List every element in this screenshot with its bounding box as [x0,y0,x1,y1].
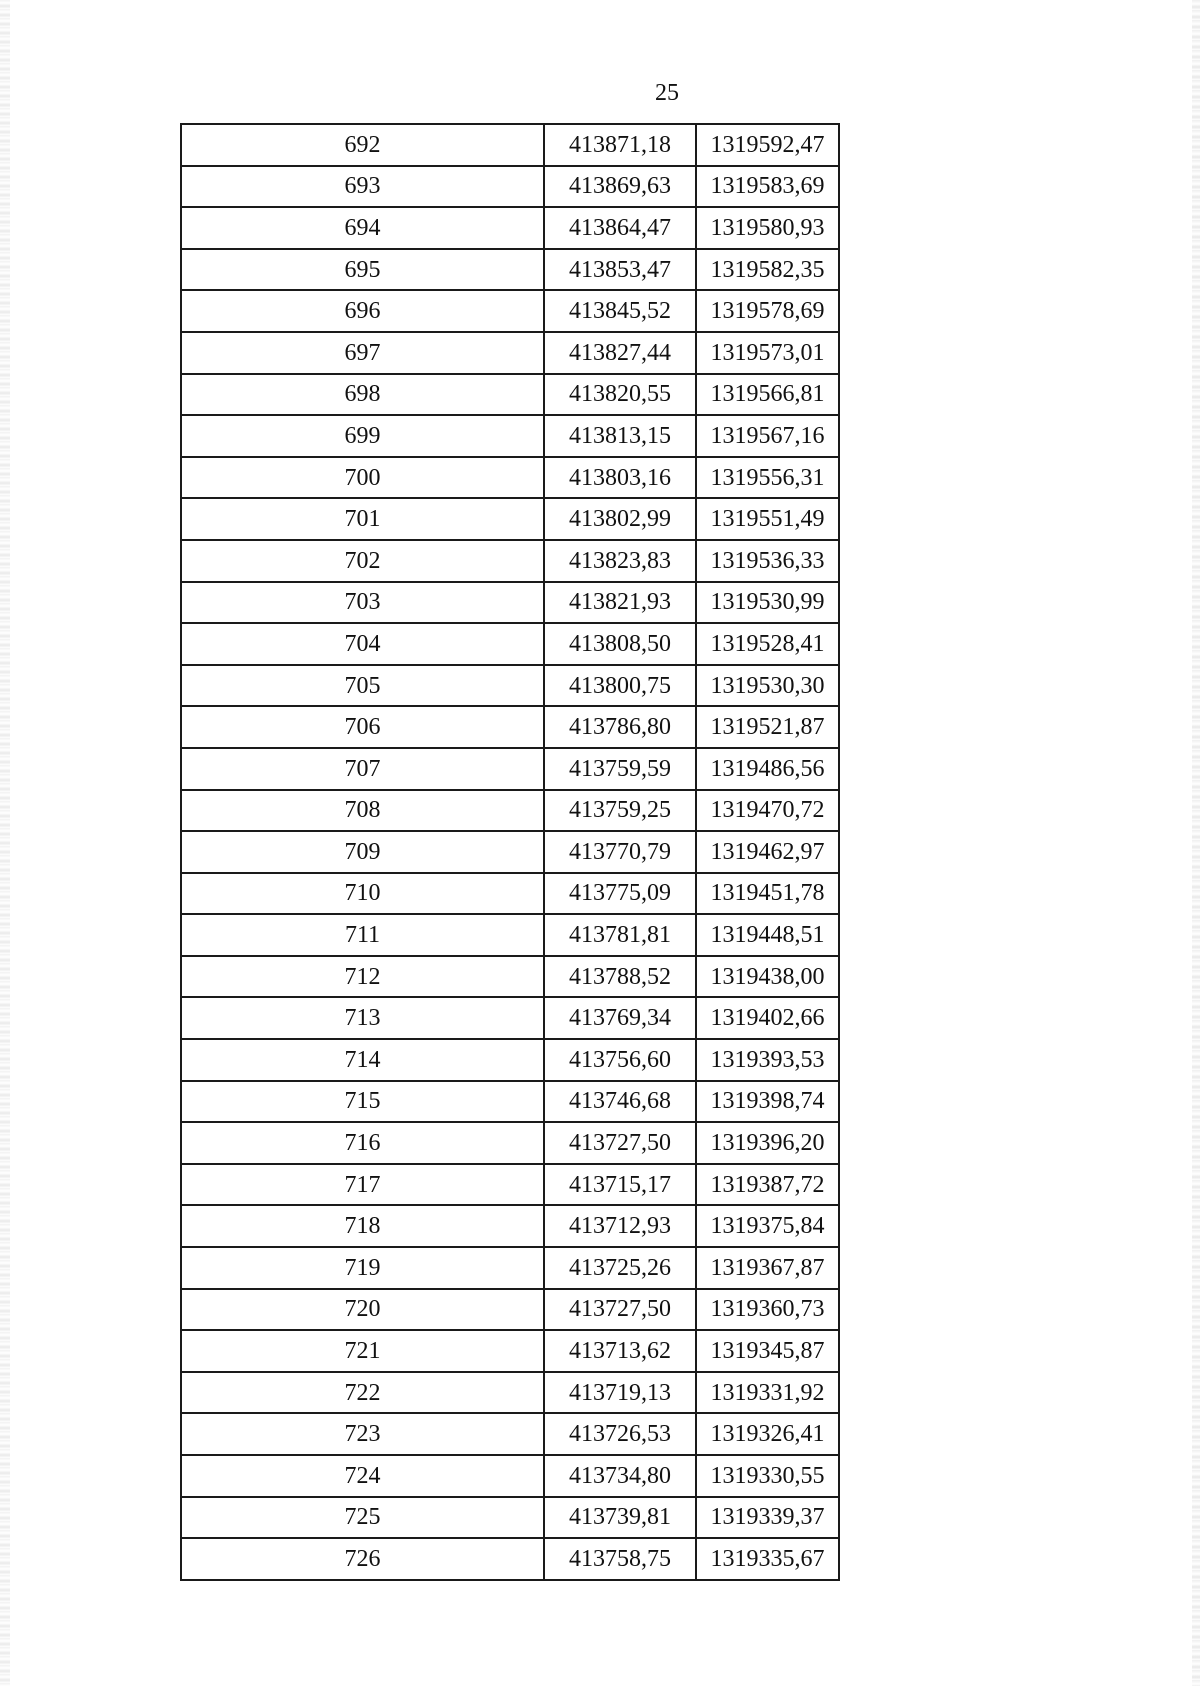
point-number-cell: 723 [181,1413,544,1455]
table-row [181,1205,839,1247]
point-number-cell: 714 [181,1039,544,1081]
x-coordinate-cell: 413727,50 [544,1289,696,1331]
table-row [181,582,839,624]
y-coordinate-cell: 1319521,87 [696,706,839,748]
point-number-cell: 701 [181,498,544,540]
table-row [181,249,839,291]
table-row [181,1039,839,1081]
point-number-cell: 704 [181,623,544,665]
point-number-cell: 717 [181,1164,544,1206]
y-coordinate-cell: 1319580,93 [696,207,839,249]
x-coordinate-cell: 413800,75 [544,665,696,707]
x-coordinate-cell: 413756,60 [544,1039,696,1081]
table-row [181,1455,839,1497]
y-coordinate-cell: 1319530,30 [696,665,839,707]
x-coordinate-cell: 413713,62 [544,1330,696,1372]
table-row [181,415,839,457]
table-row [181,623,839,665]
table-row [181,457,839,499]
x-coordinate-cell: 413803,16 [544,457,696,499]
x-coordinate-cell: 413746,68 [544,1081,696,1123]
point-number-cell: 706 [181,706,544,748]
point-number-cell: 707 [181,748,544,790]
table-row [181,956,839,998]
point-number-cell: 702 [181,540,544,582]
x-coordinate-cell: 413820,55 [544,374,696,416]
point-number-cell: 692 [181,124,544,166]
x-coordinate-cell: 413864,47 [544,207,696,249]
point-number-cell: 718 [181,1205,544,1247]
x-coordinate-cell: 413726,53 [544,1413,696,1455]
x-coordinate-cell: 413823,83 [544,540,696,582]
x-coordinate-cell: 413759,25 [544,790,696,832]
y-coordinate-cell: 1319331,92 [696,1372,839,1414]
y-coordinate-cell: 1319387,72 [696,1164,839,1206]
y-coordinate-cell: 1319578,69 [696,290,839,332]
x-coordinate-cell: 413734,80 [544,1455,696,1497]
x-coordinate-cell: 413775,09 [544,873,696,915]
table-row [181,790,839,832]
table-row [181,748,839,790]
point-number-cell: 699 [181,415,544,457]
y-coordinate-cell: 1319402,66 [696,997,839,1039]
table-row [181,1164,839,1206]
x-coordinate-cell: 413758,75 [544,1538,696,1580]
y-coordinate-cell: 1319556,31 [696,457,839,499]
x-coordinate-cell: 413813,15 [544,415,696,457]
table-row [181,997,839,1039]
x-coordinate-cell: 413869,63 [544,166,696,208]
x-coordinate-cell: 413715,17 [544,1164,696,1206]
table-row [181,1413,839,1455]
point-number-cell: 715 [181,1081,544,1123]
point-number-cell: 710 [181,873,544,915]
scan-edge-left [0,0,10,1686]
y-coordinate-cell: 1319451,78 [696,873,839,915]
table-row [181,1330,839,1372]
table-row [181,1497,839,1539]
y-coordinate-cell: 1319486,56 [696,748,839,790]
y-coordinate-cell: 1319573,01 [696,332,839,374]
y-coordinate-cell: 1319396,20 [696,1122,839,1164]
point-number-cell: 712 [181,956,544,998]
point-number-cell: 698 [181,374,544,416]
table-row [181,1289,839,1331]
y-coordinate-cell: 1319567,16 [696,415,839,457]
y-coordinate-cell: 1319582,35 [696,249,839,291]
point-number-cell: 708 [181,790,544,832]
x-coordinate-cell: 413719,13 [544,1372,696,1414]
point-number-cell: 726 [181,1538,544,1580]
point-number-cell: 693 [181,166,544,208]
table-row [181,290,839,332]
y-coordinate-cell: 1319330,55 [696,1455,839,1497]
point-number-cell: 695 [181,249,544,291]
y-coordinate-cell: 1319551,49 [696,498,839,540]
y-coordinate-cell: 1319462,97 [696,831,839,873]
x-coordinate-cell: 413821,93 [544,582,696,624]
table-row [181,332,839,374]
x-coordinate-cell: 413769,34 [544,997,696,1039]
x-coordinate-cell: 413727,50 [544,1122,696,1164]
point-number-cell: 725 [181,1497,544,1539]
table-row [181,166,839,208]
x-coordinate-cell: 413770,79 [544,831,696,873]
point-number-cell: 705 [181,665,544,707]
x-coordinate-cell: 413739,81 [544,1497,696,1539]
point-number-cell: 719 [181,1247,544,1289]
y-coordinate-cell: 1319335,67 [696,1538,839,1580]
point-number-cell: 694 [181,207,544,249]
y-coordinate-cell: 1319326,41 [696,1413,839,1455]
y-coordinate-cell: 1319398,74 [696,1081,839,1123]
table-row [181,1081,839,1123]
table-row [181,1372,839,1414]
table-row [181,1122,839,1164]
point-number-cell: 697 [181,332,544,374]
y-coordinate-cell: 1319360,73 [696,1289,839,1331]
x-coordinate-cell: 413712,93 [544,1205,696,1247]
y-coordinate-cell: 1319583,69 [696,166,839,208]
table-row [181,498,839,540]
table-row [181,706,839,748]
table-row [181,540,839,582]
table-row [181,831,839,873]
table-row [181,665,839,707]
x-coordinate-cell: 413871,18 [544,124,696,166]
y-coordinate-cell: 1319375,84 [696,1205,839,1247]
x-coordinate-cell: 413725,26 [544,1247,696,1289]
table-row [181,914,839,956]
y-coordinate-cell: 1319393,53 [696,1039,839,1081]
y-coordinate-cell: 1319528,41 [696,623,839,665]
point-number-cell: 722 [181,1372,544,1414]
y-coordinate-cell: 1319536,33 [696,540,839,582]
table-row [181,873,839,915]
y-coordinate-cell: 1319367,87 [696,1247,839,1289]
x-coordinate-cell: 413845,52 [544,290,696,332]
coordinates-table-body [181,124,839,1580]
y-coordinate-cell: 1319448,51 [696,914,839,956]
point-number-cell: 720 [181,1289,544,1331]
point-number-cell: 709 [181,831,544,873]
table-row [181,1247,839,1289]
coordinates-table [180,123,840,1581]
page-number: 25 [655,80,679,106]
point-number-cell: 703 [181,582,544,624]
y-coordinate-cell: 1319438,00 [696,956,839,998]
y-coordinate-cell: 1319470,72 [696,790,839,832]
x-coordinate-cell: 413808,50 [544,623,696,665]
x-coordinate-cell: 413786,80 [544,706,696,748]
y-coordinate-cell: 1319339,37 [696,1497,839,1539]
x-coordinate-cell: 413802,99 [544,498,696,540]
y-coordinate-cell: 1319566,81 [696,374,839,416]
table-row [181,1538,839,1580]
point-number-cell: 721 [181,1330,544,1372]
x-coordinate-cell: 413827,44 [544,332,696,374]
table-row [181,124,839,166]
x-coordinate-cell: 413853,47 [544,249,696,291]
scan-edge-right [1192,0,1200,1686]
point-number-cell: 700 [181,457,544,499]
x-coordinate-cell: 413781,81 [544,914,696,956]
x-coordinate-cell: 413788,52 [544,956,696,998]
point-number-cell: 713 [181,997,544,1039]
point-number-cell: 716 [181,1122,544,1164]
y-coordinate-cell: 1319592,47 [696,124,839,166]
y-coordinate-cell: 1319345,87 [696,1330,839,1372]
table-row [181,207,839,249]
point-number-cell: 696 [181,290,544,332]
point-number-cell: 724 [181,1455,544,1497]
table-row [181,374,839,416]
y-coordinate-cell: 1319530,99 [696,582,839,624]
point-number-cell: 711 [181,914,544,956]
x-coordinate-cell: 413759,59 [544,748,696,790]
